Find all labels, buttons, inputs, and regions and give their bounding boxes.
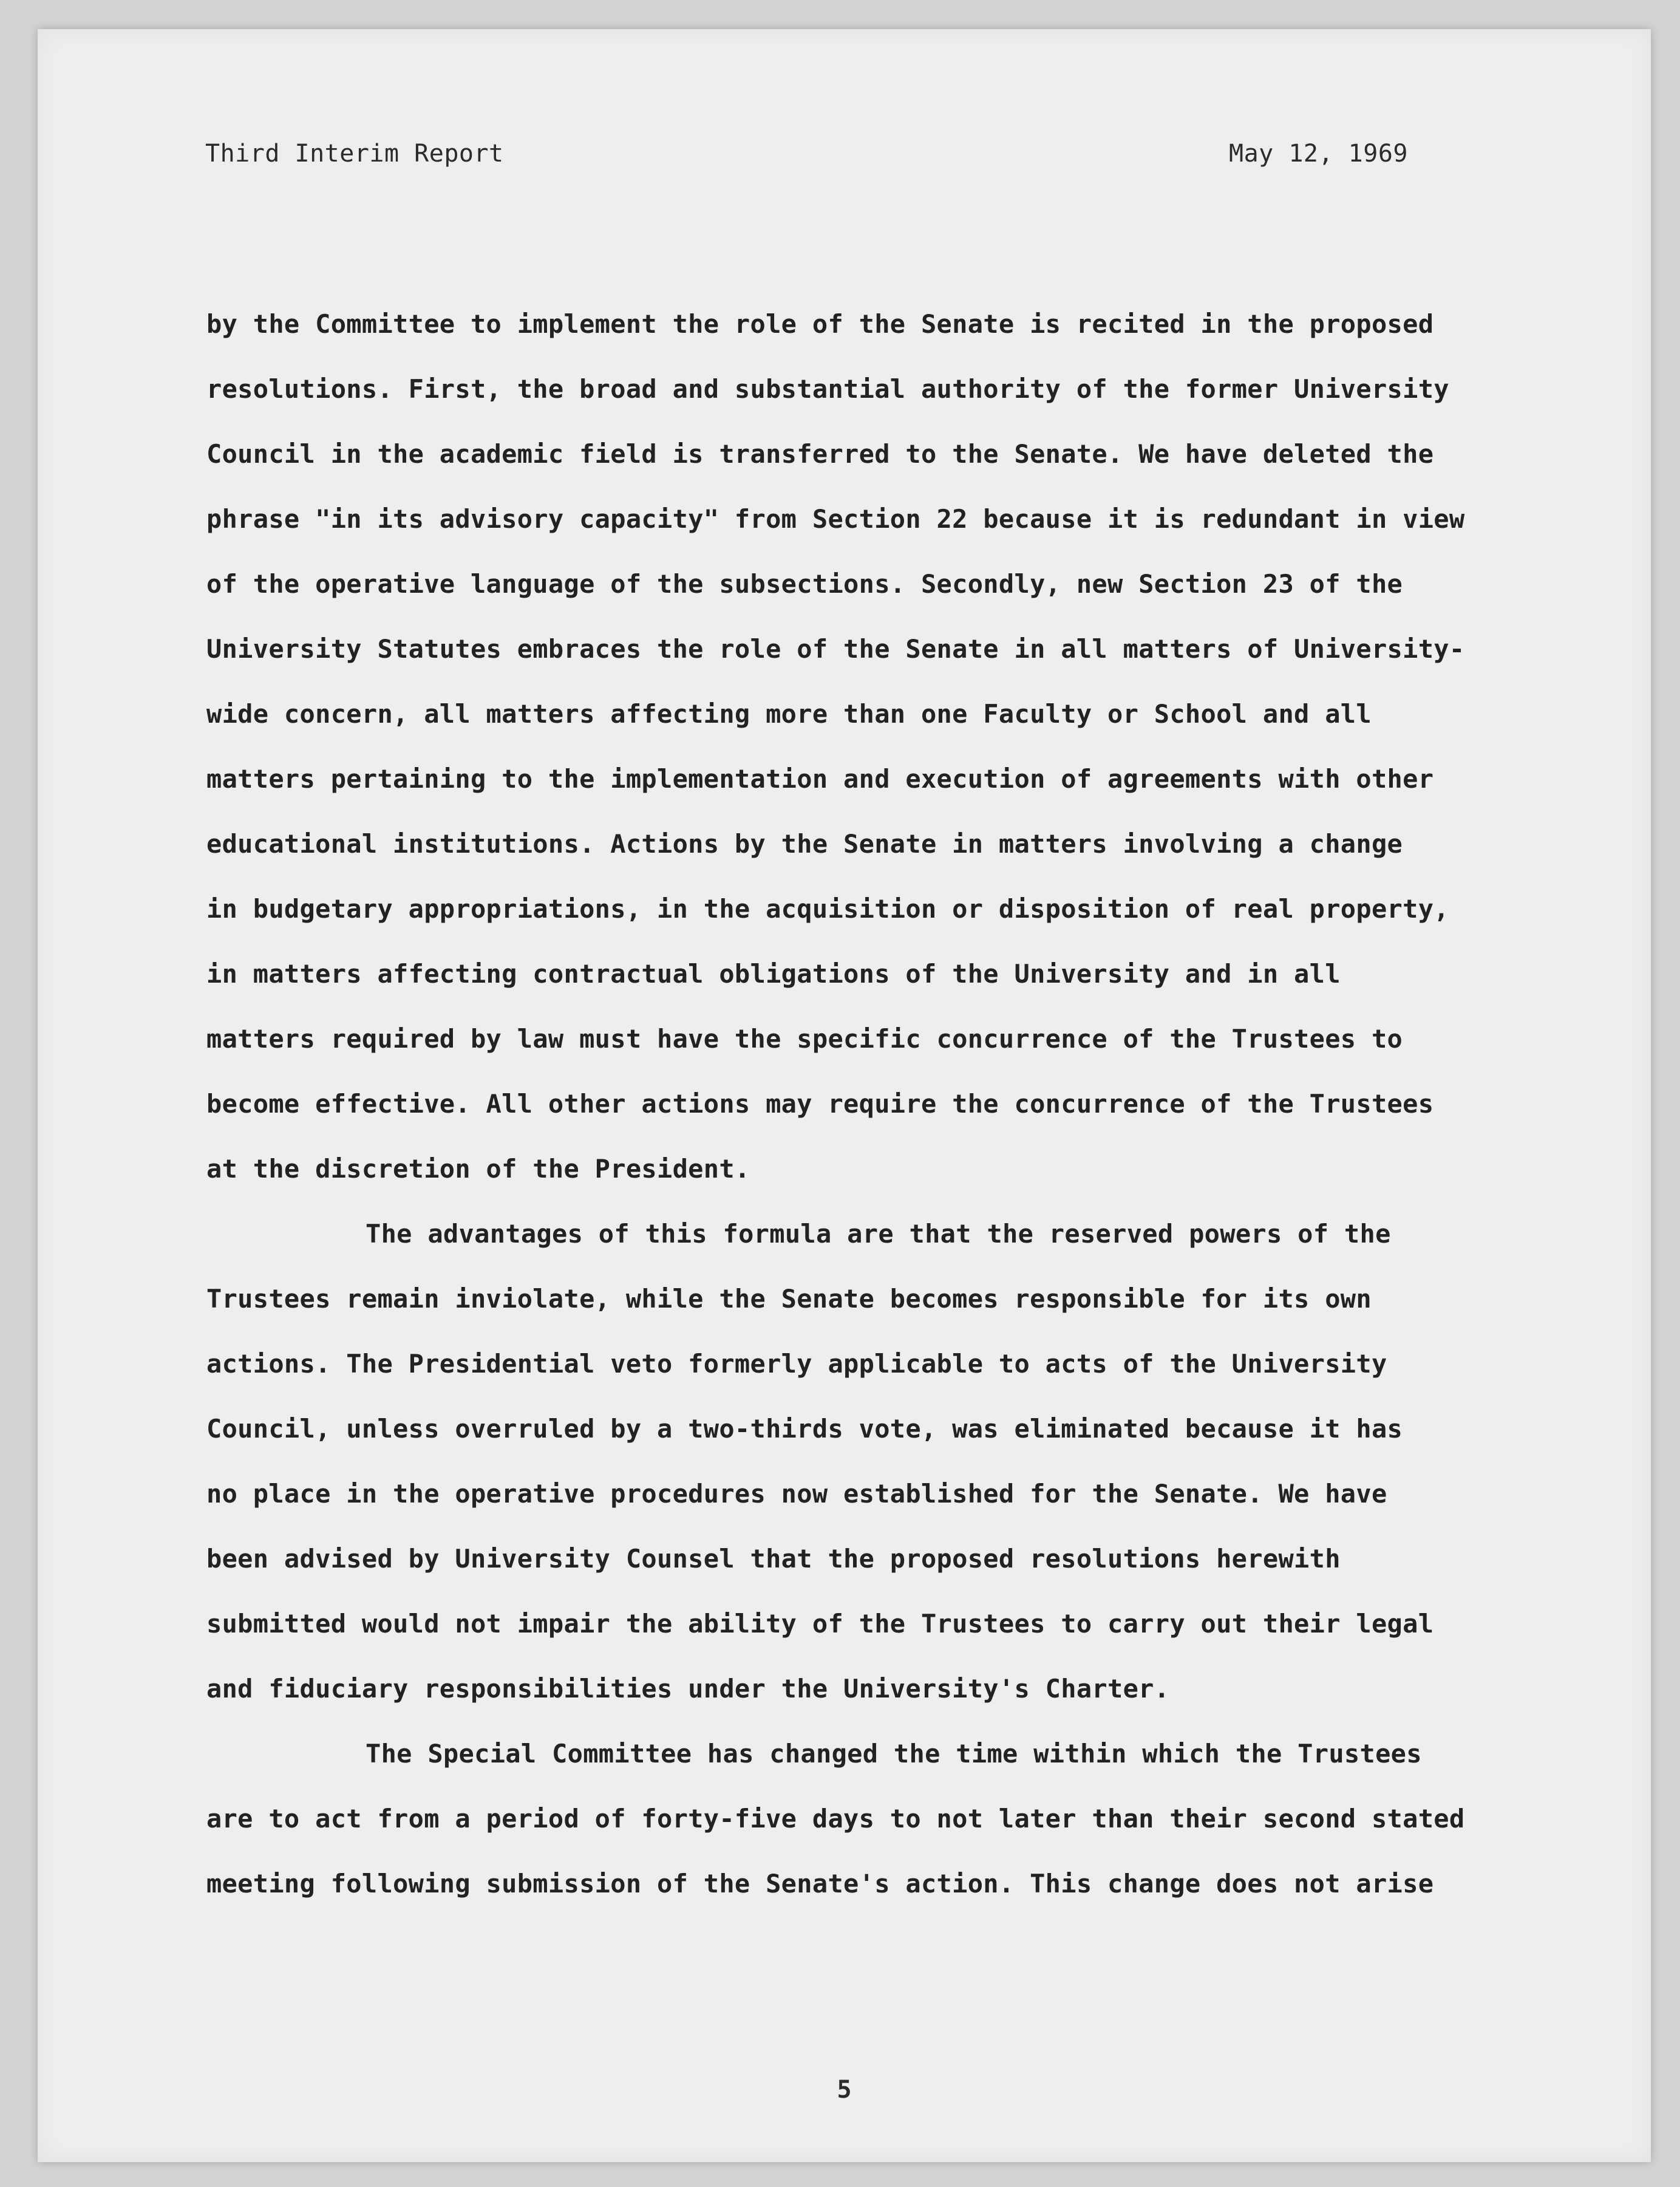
text-line: Council, unless overruled by a two-thirds vote, was eliminated because it has xyxy=(206,1414,1403,1444)
text-line: phrase "in its advisory capacity" from Section 22 because it is redundant in view xyxy=(206,504,1465,534)
report-title: Third Interim Report xyxy=(205,140,504,168)
paragraph-first-line: The advantages of this formula are that the reserved powers of the xyxy=(366,1219,1391,1249)
body-text xyxy=(206,292,1542,1916)
document-page xyxy=(38,29,1651,2162)
text-line: Trustees remain inviolate, while the Senate becomes responsible for its own xyxy=(206,1284,1372,1314)
text-line: wide concern, all matters affecting more than one Faculty or School and all xyxy=(206,699,1372,729)
text-line: University Statutes embraces the role of the Senate in all matters of University- xyxy=(206,634,1465,664)
text-line: submitted would not impair the ability of the Trustees to carry out their legal xyxy=(206,1609,1434,1639)
text-line: matters required by law must have the specific concurrence of the Trustees to xyxy=(206,1024,1403,1054)
page-number: 5 xyxy=(837,2076,852,2104)
text-line: in budgetary appropriations, in the acquisition or disposition of real property, xyxy=(206,894,1449,924)
text-line: educational institutions. Actions by the Senate in matters involving a change xyxy=(206,829,1403,859)
text-line: no place in the operative procedures now established for the Senate. We have xyxy=(206,1479,1387,1509)
text-line: been advised by University Counsel that the proposed resolutions herewith xyxy=(206,1544,1341,1574)
text-line: Council in the academic field is transferred to the Senate. We have deleted the xyxy=(206,439,1434,469)
text-line: by the Committee to implement the role of the Senate is recited in the proposed xyxy=(206,309,1434,339)
text-line: in matters affecting contractual obligations of the University and in all xyxy=(206,959,1341,989)
text-line: meeting following submission of the Senate's action. This change does not arise xyxy=(206,1869,1434,1899)
text-line: resolutions. First, the broad and substantial authority of the former University xyxy=(206,374,1449,404)
text-line: become effective. All other actions may require the concurrence of the Trustees xyxy=(206,1089,1434,1119)
text-line: matters pertaining to the implementation and execution of agreements with other xyxy=(206,764,1434,794)
text-line: actions. The Presidential veto formerly applicable to acts of the University xyxy=(206,1349,1387,1379)
paragraph-first-line: The Special Committee has changed the time within which the Trustees xyxy=(366,1739,1422,1769)
text-line: are to act from a period of forty-five days to not later than their second stated xyxy=(206,1804,1465,1834)
text-line: at the discretion of the President. xyxy=(206,1154,750,1184)
report-date: May 12, 1969 xyxy=(1229,140,1408,168)
text-line: and fiduciary responsibilities under the University's Charter. xyxy=(206,1674,1170,1704)
page-header xyxy=(205,140,1408,188)
text-line: of the operative language of the subsections. Secondly, new Section 23 of the xyxy=(206,569,1403,599)
